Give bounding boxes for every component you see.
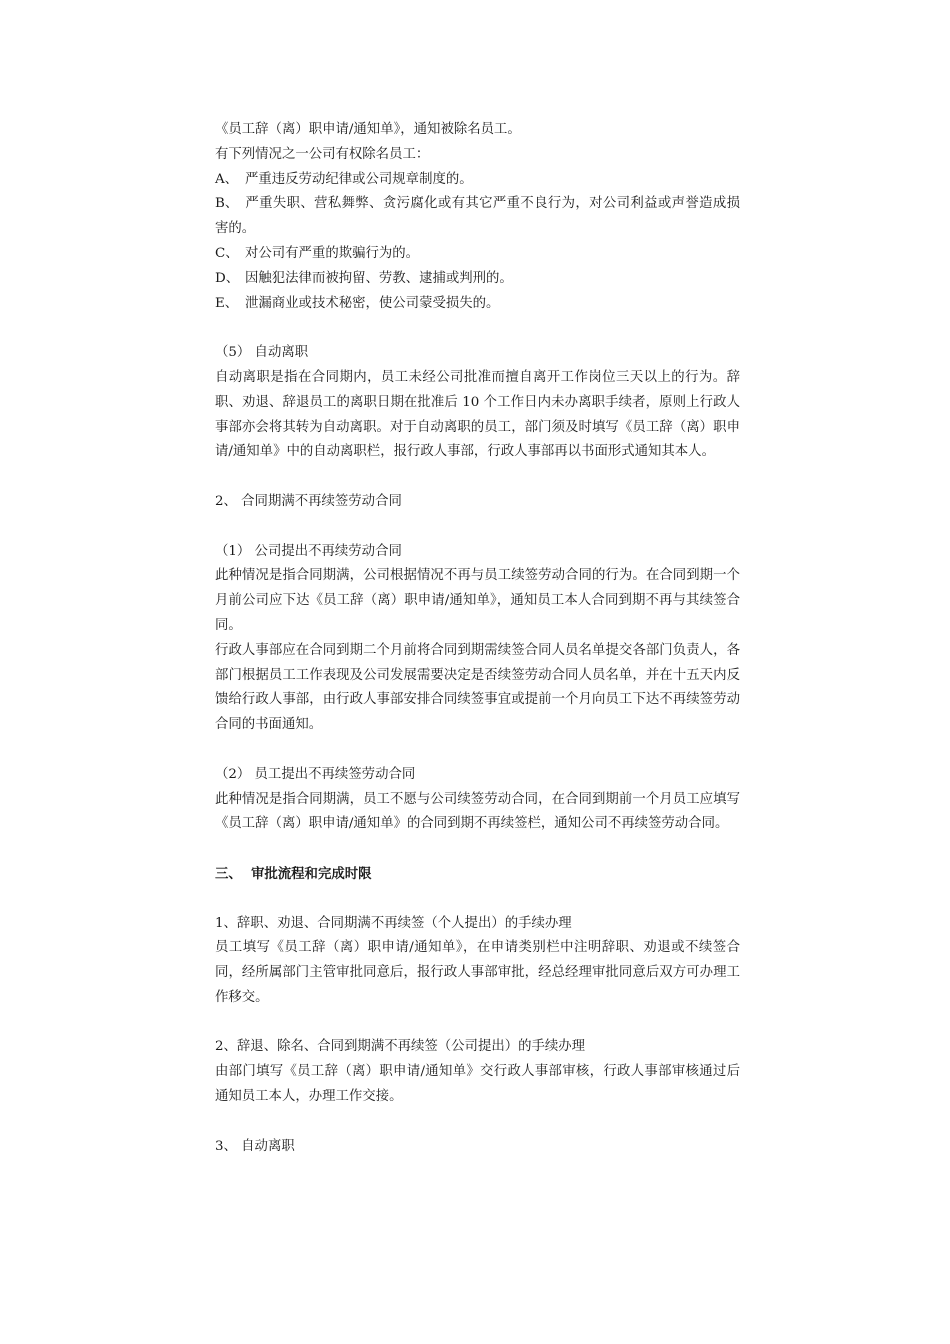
section2-sub2-heading: （2） 员工提出不再续签劳动合同: [215, 766, 416, 782]
list-item-c: [215, 242, 740, 267]
spacer: [215, 1110, 740, 1135]
section2-heading: 2、 合同期满不再续签劳动合同: [215, 493, 402, 509]
list-item-b: [215, 192, 740, 242]
list-label: D、: [215, 270, 240, 286]
section3-title: 审批流程和完成时限: [251, 865, 372, 882]
spacer: [215, 738, 740, 763]
auto-leave-body: 自动离职是指在合同期内，员工未经公司批准而擅自离开工作岗位三天以上的行为。辞职、劝退、辞退员工的离职日期在批准后 10 个工作日内未办离职手续者，原则上行政人事部亦会将其转为自动离职。对于自动离职的员工，部门须及时填写《员工辞（离）职申请/通知单》中的自动离职栏，报行政人事部，行政人事部再以书面形式通知其本人。: [215, 369, 740, 460]
list-label: C、: [215, 245, 239, 261]
spacer: [215, 316, 740, 341]
section3-heading: [215, 862, 740, 887]
spacer: [215, 515, 740, 540]
spacer: [215, 887, 740, 912]
list-item-a: [215, 168, 740, 193]
list-item-d: [215, 267, 740, 292]
list-label: B、: [215, 196, 239, 212]
list-label: A、: [215, 171, 239, 187]
section2-sub1-heading: （1） 公司提出不再续劳动合同: [215, 543, 402, 559]
list-item-e: [215, 292, 740, 317]
document-page: [215, 118, 740, 1159]
section3-item3-heading: 3、 自动离职: [215, 1138, 295, 1154]
section3-item2-body: 由部门填写《员工辞（离）职申请/通知单》交行政人事部审核，行政人事部审核通过后通知员工本人，办理工作交接。: [215, 1064, 740, 1105]
intro-line-1: 《员工辞（离）职申请/通知单》，通知被除名员工。: [215, 122, 521, 137]
spacer: [215, 465, 740, 490]
list-text: 泄漏商业或技术秘密，使公司蒙受损失的。: [245, 295, 500, 311]
spacer: [215, 1011, 740, 1036]
list-text: 对公司有严重的欺骗行为的。: [245, 245, 420, 261]
section3-number: 三、: [215, 865, 242, 882]
section3-item1-body: 员工填写《员工辞（离）职申请/通知单》，在申请类别栏中注明辞职、劝退或不续签合同，经所属部门主管审批同意后，报行政人事部审批，经总经理审批同意后双方可办理工作移交。: [215, 940, 740, 1005]
section2-sub1-body1: 此种情况是指合同期满，公司根据情况不再与员工续签劳动合同的行为。在合同到期一个月前公司应下达《员工辞（离）职申请/通知单》，通知员工本人合同到期不再与其续签合同。: [215, 568, 740, 633]
list-text: 严重违反劳动纪律或公司规章制度的。: [245, 171, 473, 187]
spacer: [215, 837, 740, 862]
auto-leave-heading: （5） 自动离职: [215, 345, 309, 361]
list-text: 严重失职、营私舞弊、贪污腐化或有其它严重不良行为，对公司利益或声誉造成损害的。: [215, 196, 740, 237]
section2-sub1-body2: 行政人事部应在合同到期二个月前将合同到期需续签合同人员名单提交各部门负责人，各部门根据员工工作表现及公司发展需要决定是否续签劳动合同人员名单，并在十五天内反馈给行政人事部，由行政人事部安排合同续签事宜或提前一个月向员工下达不再续签劳动合同的书面通知。: [215, 642, 740, 733]
section3-item2-heading: 2、辞退、除名、合同到期满不再续签（公司提出）的手续办理: [215, 1039, 586, 1055]
section3-item1-heading: 1、辞职、劝退、合同期满不再续签（个人提出）的手续办理: [215, 915, 572, 931]
list-label: E、: [215, 295, 239, 311]
list-text: 因触犯法律而被拘留、劳教、逮捕或判刑的。: [245, 270, 513, 286]
section2-sub2-body: 此种情况是指合同期满，员工不愿与公司续签劳动合同，在合同到期前一个月员工应填写《员工辞（离）职申请/通知单》的合同到期不再续签栏，通知公司不再续签劳动合同。: [215, 791, 740, 832]
intro-line-2: 有下列情况之一公司有权除名员工：: [215, 146, 430, 162]
